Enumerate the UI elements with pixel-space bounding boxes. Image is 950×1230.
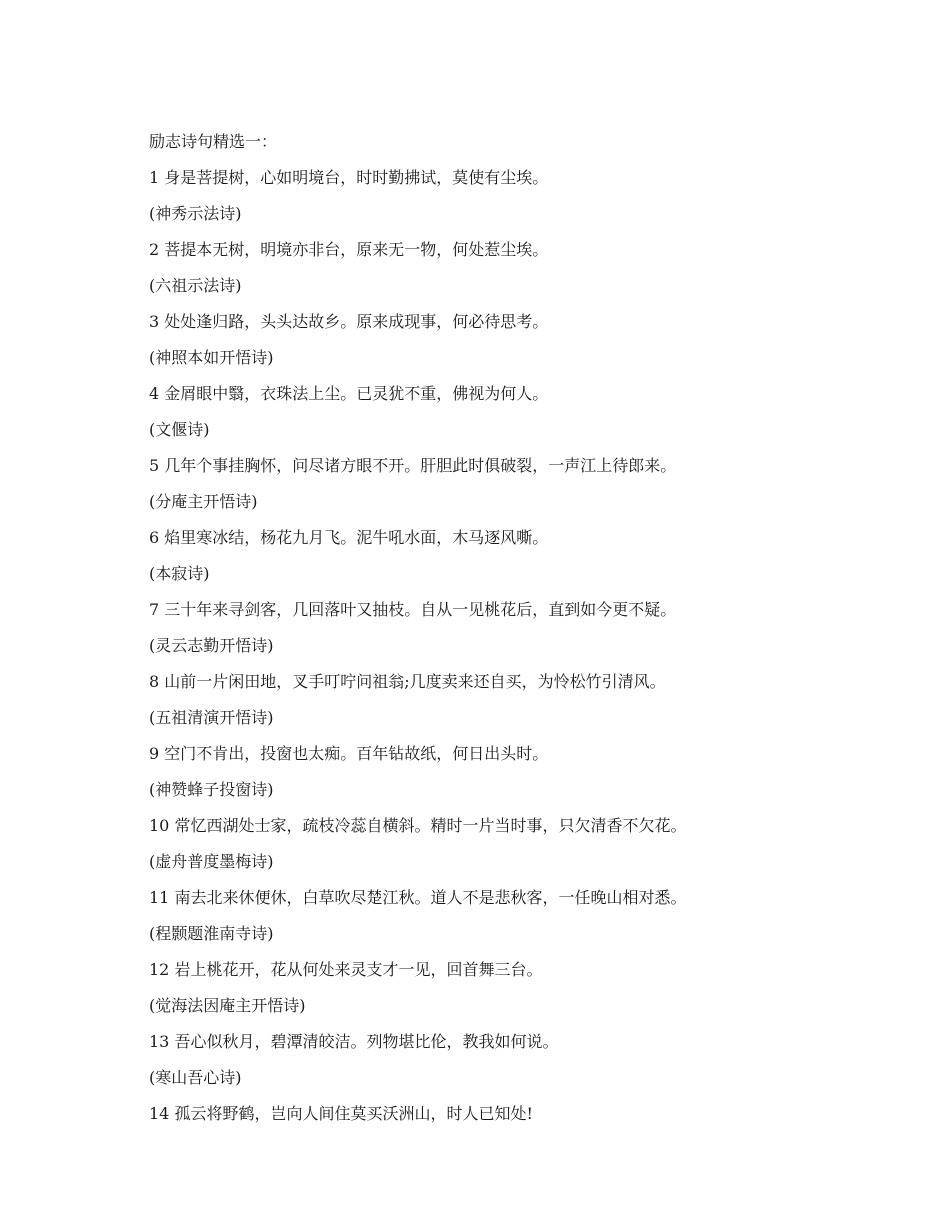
poem-verse: 13 吾心似秋月，碧潭清皎洁。列物堪比伦，教我如何说。: [149, 1032, 559, 1051]
poem-verse: 8 山前一片闲田地，叉手叮咛问祖翁;几度卖来还自买，为怜松竹引清风。: [149, 672, 666, 691]
poem-source: (虚舟普度墨梅诗): [149, 852, 274, 871]
poem-source: (神秀示法诗): [149, 204, 242, 223]
poem-source: (六祖示法诗): [149, 276, 242, 295]
poem-source: (程颢题淮南寺诗): [149, 924, 274, 943]
poem-verse: 14 孤云将野鹤，岂向人间住莫买沃洲山，时人已知处!: [149, 1104, 533, 1123]
poem-source: (神赞蜂子投窗诗): [149, 780, 274, 799]
poem-verse: 9 空门不肯出，投窗也太痴。百年钻故纸，何日出头时。: [149, 744, 549, 763]
poem-verse: 12 岩上桃花开，花从何处来灵支才一见，回首舞三台。: [149, 960, 543, 979]
poem-source: (神照本如开悟诗): [149, 348, 274, 367]
poem-verse: 11 南去北来休便休，白草吹尽楚江秋。道人不是悲秋客，一任晚山相对悉。: [149, 888, 687, 907]
poem-source: (本寂诗): [149, 564, 210, 583]
poem-source: (灵云志勤开悟诗): [149, 636, 274, 655]
poem-verse: 2 菩提本无树，明境亦非台，原来无一物，何处惹尘埃。: [149, 240, 549, 259]
poem-source: (五祖清演开悟诗): [149, 708, 274, 727]
poem-verse: 1 身是菩提树，心如明境台，时时勤拂试，莫使有尘埃。: [149, 168, 549, 187]
poem-source: (觉海法因庵主开悟诗): [149, 996, 306, 1015]
document-body: [149, 124, 909, 1132]
poem-source: (分庵主开悟诗): [149, 492, 258, 511]
poem-verse: 5 几年个事挂胸怀，问尽诸方眼不开。肝胆此时俱破裂，一声江上待郎来。: [149, 456, 677, 475]
poem-verse: 10 常忆西湖处士家，疏枝冷蕊自横斜。精时一片当时事，只欠清香不欠花。: [149, 816, 687, 835]
poem-verse: 6 焰里寒冰结，杨花九月飞。泥牛吼水面，木马逐风嘶。: [149, 528, 549, 547]
poem-source: (文偃诗): [149, 420, 210, 439]
poem-verse: 4 金屑眼中翳，衣珠法上尘。已灵犹不重，佛视为何人。: [149, 384, 549, 403]
section-heading: 励志诗句精选一：: [149, 132, 278, 151]
poem-source: (寒山吾心诗): [149, 1068, 242, 1087]
poem-verse: 7 三十年来寻剑客，几回落叶又抽枝。自从一见桃花后，直到如今更不疑。: [149, 600, 677, 619]
poem-verse: 3 处处逢归路，头头达故乡。原来成现事，何必待思考。: [149, 312, 549, 331]
